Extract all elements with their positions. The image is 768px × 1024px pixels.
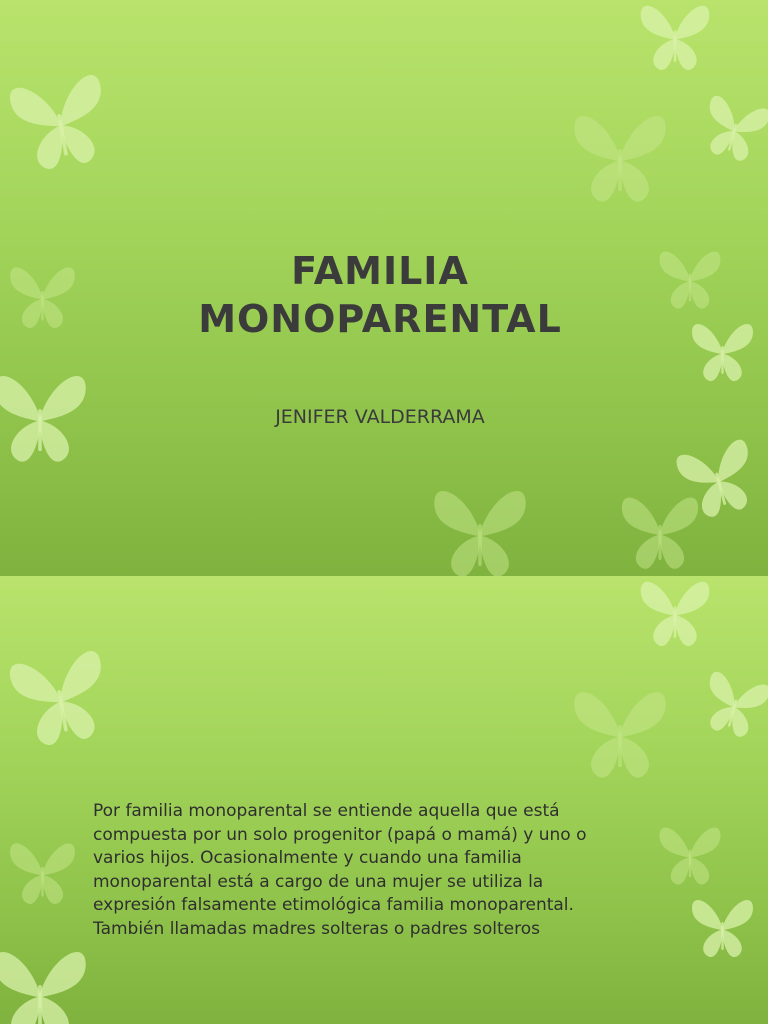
body-paragraph (93, 800, 693, 941)
body-line: expresión falsamente etimológica familia monoparental. (93, 895, 574, 915)
butterfly-icon (434, 491, 525, 576)
title-line-2: MONOPARENTAL (198, 297, 562, 341)
butterfly-icon (574, 116, 665, 202)
title-line-1: FAMILIA (291, 249, 469, 293)
body-line: varios hijos. Ocasionalmente y cuando una familia (93, 848, 522, 868)
butterfly-icon (8, 650, 113, 750)
butterfly-icon (8, 74, 113, 174)
butterfly-icon (622, 497, 698, 568)
butterfly-icon (641, 6, 710, 70)
butterfly-icon (675, 438, 762, 522)
content-slide (0, 576, 768, 1024)
body-line: También llamadas madres solteras o padres solteros (93, 918, 541, 939)
butterfly-icon (660, 251, 721, 308)
butterfly-icon (698, 670, 768, 741)
butterfly-icon (574, 692, 665, 778)
butterfly-icon (0, 376, 86, 462)
butterfly-icon (10, 267, 75, 328)
butterfly-icon (698, 94, 768, 165)
body-line: monoparental está a cargo de una mujer se utiliza la (93, 871, 544, 892)
body-line: compuesta por un solo progenitor (papá o mamá) y uno o (93, 824, 587, 845)
slide-subtitle: JENIFER VALDERRAMA (275, 406, 485, 428)
body-line: Por familia monoparental se entiende aquella que está (93, 801, 560, 821)
butterfly-icon (10, 843, 75, 904)
butterfly-icon (692, 324, 753, 381)
slide-title (170, 247, 590, 343)
butterfly-icon (692, 900, 753, 957)
butterfly-icon (641, 582, 710, 646)
butterfly-icon (0, 952, 86, 1024)
